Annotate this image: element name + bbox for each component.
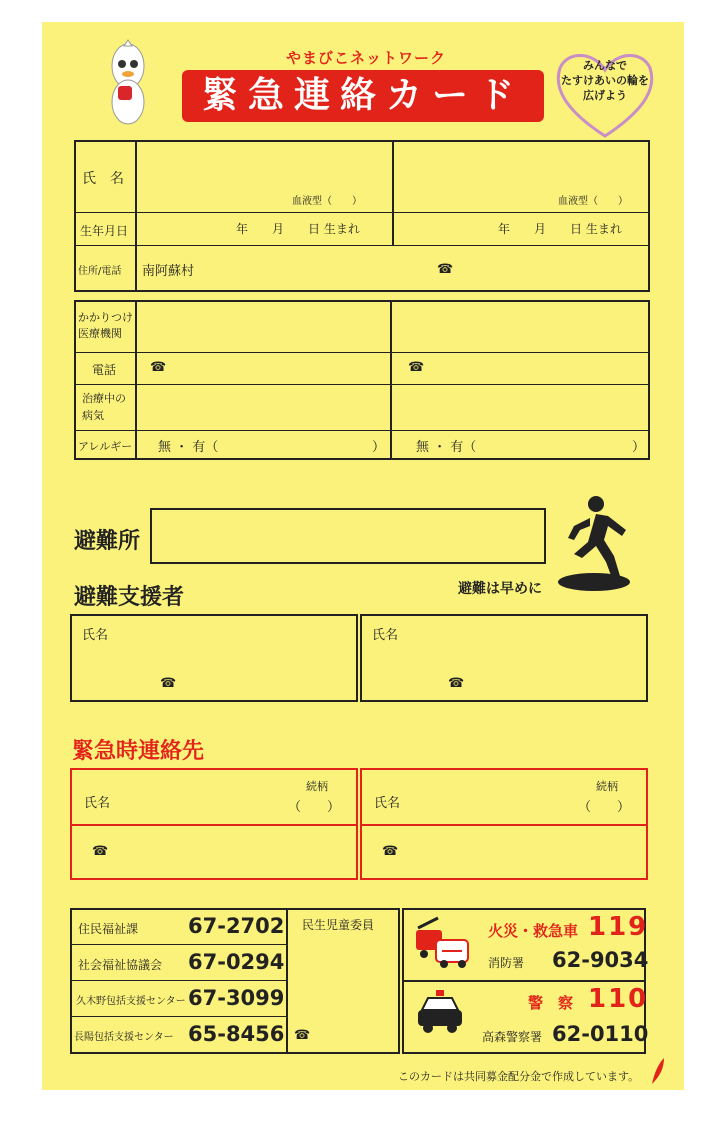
address-label: 住所/電話 bbox=[78, 266, 122, 277]
emergency-phone-icon-1: ☎ bbox=[92, 844, 109, 859]
network-name: やまびこネットワーク bbox=[286, 49, 447, 67]
police-number: 110 bbox=[588, 984, 649, 1014]
welfare-phone-icon: ☎ bbox=[294, 1028, 311, 1043]
slogan-line-1: みんなで bbox=[583, 59, 627, 72]
allergy-close-2: ） bbox=[632, 440, 646, 455]
emergency-card bbox=[42, 22, 684, 1090]
phone-icon: ☎ bbox=[437, 262, 454, 277]
medical-phone-icon-2: ☎ bbox=[408, 360, 425, 375]
footer-note: このカードは共同募金配分金で作成しています。 bbox=[398, 1070, 640, 1083]
fire-label: 火災・救急車 bbox=[488, 922, 579, 940]
emergency-phone-icon-2: ☎ bbox=[382, 844, 399, 859]
supporter-phone-icon-2: ☎ bbox=[448, 676, 465, 691]
birth-value-1: 年 月 日 生まれ bbox=[236, 222, 360, 236]
slogan-line-2: たすけあいの輪を bbox=[561, 74, 649, 87]
emergency-relation-label-2: 続柄 bbox=[596, 780, 618, 793]
supporter-name-label-2: 氏名 bbox=[372, 628, 399, 643]
supporter-box-2 bbox=[360, 614, 648, 702]
blood-type-2: 血液型（ ） bbox=[558, 196, 628, 207]
address-value: 南阿蘇村 bbox=[142, 264, 195, 279]
welfare-commissioner-label: 民生児童委員 bbox=[302, 918, 375, 932]
allergy-value-1: 無 ・ 有（ bbox=[158, 440, 219, 455]
contact-name-1: 社会福祉協議会 bbox=[78, 958, 163, 972]
fire-station-number: 62-9034 bbox=[552, 948, 649, 972]
contact-number-3: 65-8456 bbox=[188, 1022, 285, 1046]
emergency-relation-paren-2: （ ） bbox=[578, 800, 631, 815]
supporter-box-1 bbox=[70, 614, 358, 702]
fire-station-label: 消防署 bbox=[488, 956, 525, 970]
supporter-phone-icon-1: ☎ bbox=[160, 676, 177, 691]
contact-name-2: 久木野包括支援センター bbox=[76, 996, 186, 1007]
shelter-label: 避難所 bbox=[74, 529, 141, 554]
shelter-field bbox=[150, 508, 546, 564]
supporter-name-label-1: 氏名 bbox=[82, 628, 109, 643]
contact-name-0: 住民福祉課 bbox=[78, 922, 139, 936]
slogan bbox=[552, 58, 658, 103]
emergency-heading: 緊急時連絡先 bbox=[72, 739, 205, 764]
fire-truck-icon bbox=[412, 914, 472, 970]
police-label: 警 察 bbox=[528, 994, 574, 1012]
allergy-label: アレルギー bbox=[78, 440, 133, 453]
police-car-icon bbox=[414, 988, 466, 1040]
contact-number-0: 67-2702 bbox=[188, 914, 285, 938]
emergency-name-label-2: 氏名 bbox=[374, 796, 401, 811]
contact-name-3: 長陽包括支援センター bbox=[74, 1032, 174, 1043]
name-label: 氏 名 bbox=[82, 171, 124, 187]
contact-number-1: 67-0294 bbox=[188, 950, 285, 974]
blood-type-1: 血液型（ ） bbox=[292, 196, 362, 207]
birth-label: 生年月日 bbox=[80, 224, 129, 238]
emergency-relation-label-1: 続柄 bbox=[306, 780, 328, 793]
running-person-icon bbox=[552, 492, 632, 592]
clinic-label: かかりつけ医療機関 bbox=[78, 311, 133, 340]
emergency-relation-paren-1: （ ） bbox=[288, 800, 341, 815]
police-station-label: 高森警察署 bbox=[482, 1030, 543, 1044]
page-title: 緊急連絡カード bbox=[201, 75, 524, 116]
mascot-icon bbox=[104, 36, 152, 126]
red-feather-icon bbox=[648, 1056, 666, 1086]
disease-label: 治療中の病気 bbox=[82, 392, 126, 422]
medical-phone-icon-1: ☎ bbox=[150, 360, 167, 375]
evacuation-motto: 避難は早めに bbox=[458, 581, 542, 597]
fire-number: 119 bbox=[588, 912, 649, 942]
birth-value-2: 年 月 日 生まれ bbox=[498, 222, 622, 236]
slogan-line-3: 広げよう bbox=[583, 89, 627, 102]
contact-number-2: 67-3099 bbox=[188, 986, 285, 1010]
allergy-value-2: 無 ・ 有（ bbox=[416, 440, 477, 455]
allergy-close-1: ） bbox=[372, 440, 386, 455]
police-station-number: 62-0110 bbox=[552, 1022, 649, 1046]
supporter-heading: 避難支援者 bbox=[74, 585, 185, 610]
emergency-name-label-1: 氏名 bbox=[84, 796, 111, 811]
medical-phone-label: 電話 bbox=[92, 363, 117, 377]
